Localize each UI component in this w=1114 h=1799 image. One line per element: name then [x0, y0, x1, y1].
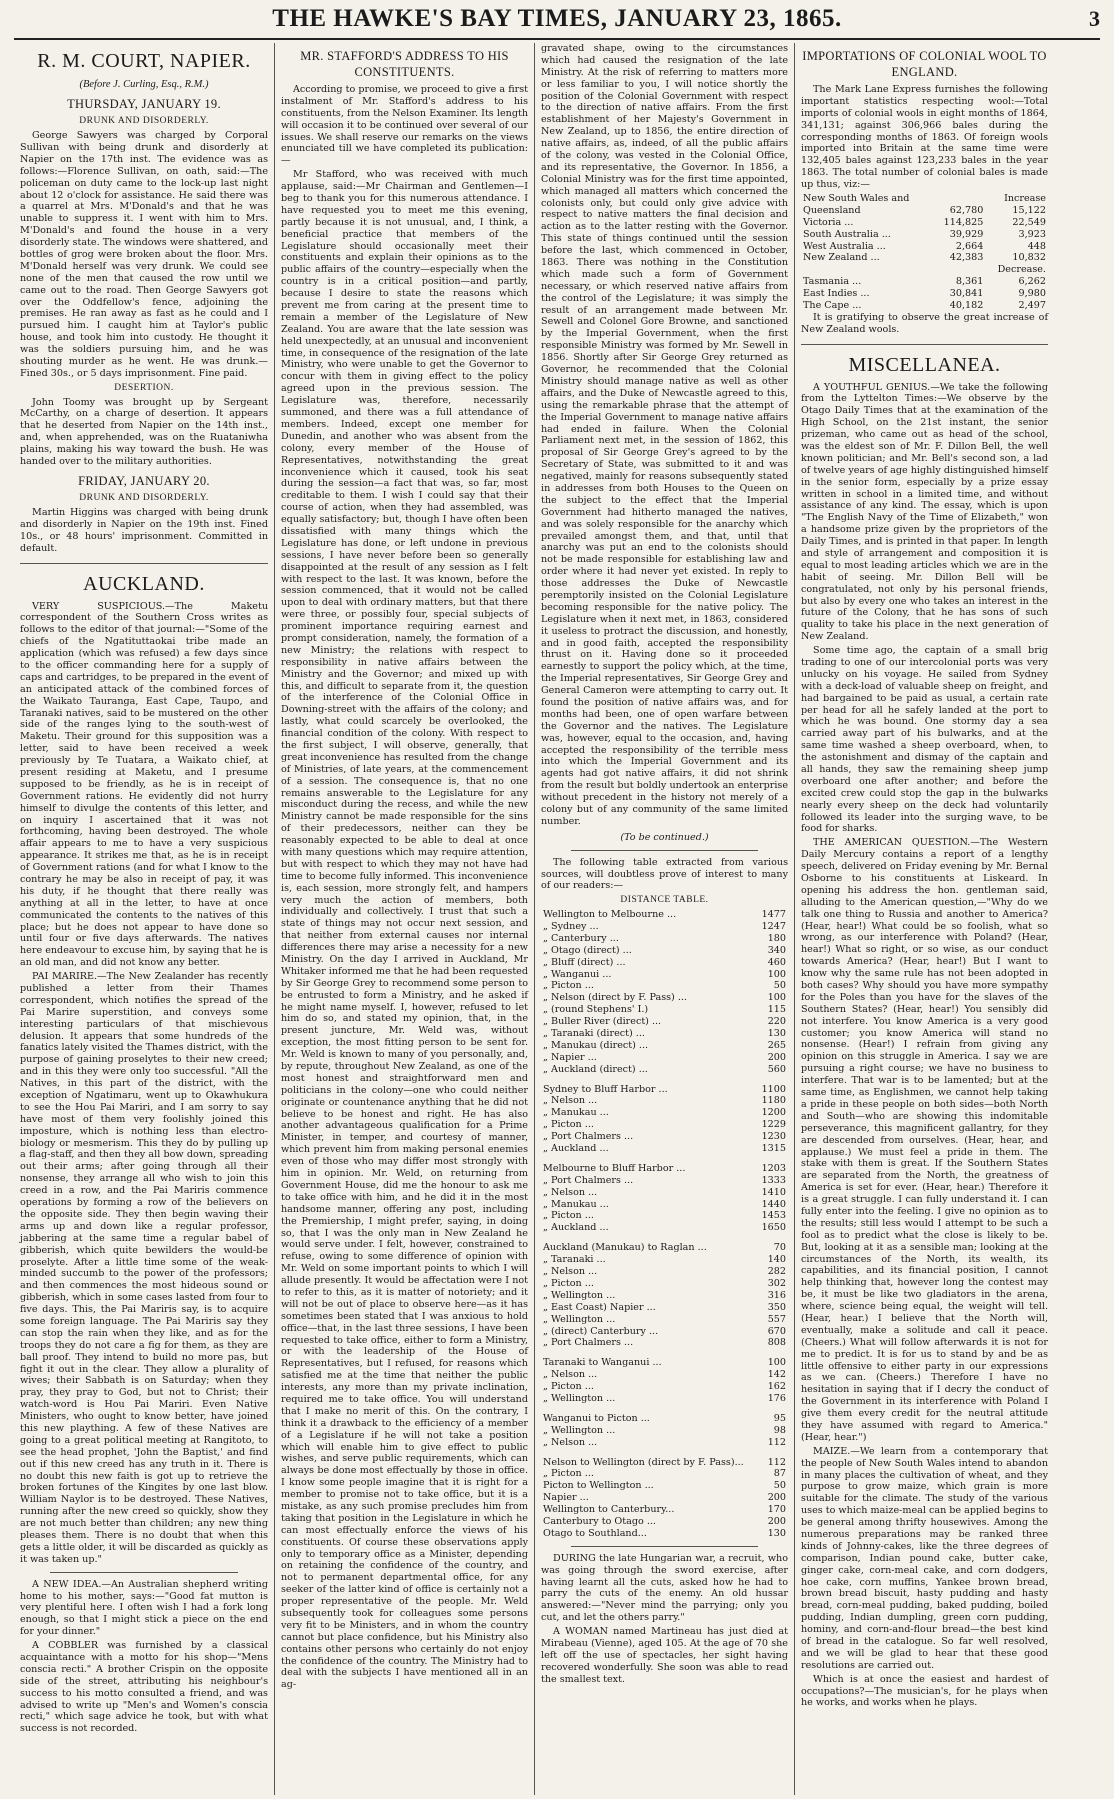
distance-miles: 282 [767, 1266, 786, 1278]
distance-place: „ Wellington ... [543, 1424, 616, 1436]
distance-miles: 557 [767, 1313, 786, 1325]
divider [571, 1546, 758, 1547]
table-row [541, 1040, 788, 1052]
stafford-para-3: gravated shape, owing to the circumstances which had caused the resignation of the late Ministry. At the risk of referring to matters more or less familiar to you, I will notice shortly the position of the Colonial Government with respect to the direction of native affairs. From the first establishment of her Majesty's Government in New Zealand, up to 1856, the entire direction of native affairs, as, indeed, of all the public affairs of the colony, was vested in the Colonial Office, and its representative, the Governor. In 1856, a Colonial Ministry was for the first time appointed, which managed all matters which concerned the colonists only, but could only give advice with respect to native matters the final decision and action as to the latter resting with the Governor. This state of things continued until the session before the last, which commenced in October, 1863. There was nothing in the Constitution which made such a form of Government necessary, or which reserved native affairs from the control of the Legislature; it was simply the result of an arrangement made between Mr. Sewell and Colonel Gore Browne, and sanctioned by the Imperial Government, when the first responsible Ministry was formed by Mr. Sewell in 1856. Shortly after Sir George Grey returned as Governor, he recommended that the Colonial Ministry should manage native as well as other affairs, and the Duke of Newcastle agreed to this, using the remarkable phrase that the attempt of the Imperial Government to manage native affairs had ended in failure. When the Colonial Parliament next met, in the session of 1862, this proposal of Sir George Grey's agreed to by the Secretary of State, was submitted to it and was negatived, mainly for reasons subsequently stated in addresses from both Houses to the Queen on the subject to the effect that the Imperial Government had hitherto managed the natives, and was solely responsible for the anarchy which prevailed amongst them, and that, until that anarchy was put an end to the colonists should not be made responsible for establishing law and order where it had never yet existed. In reply to those addresses the Duke of Newcastle peremptorily insisted on the Colonial Legislature becoming responsible for the native policy. The Legislature when it next met, in 1863, considered it useless to protract the discussion, and honestly, and in good faith, accepted the responsibility thrust on it. Having done so it proceeded earnestly to support the policy which, at the time, the Imperial representatives, Sir George Grey and General Cameron were attempting to carry out. It found the position of native affairs was, and for months had been, one of open warfare between the Governor and the natives. The Legislature was, however, equal to the occasion, and, having accepted the responsibility of the terrible mess into which the Imperial Government and its agents had got native affairs, it did not shrink from the result but boldly undertook an enterprise without precedent in the history not merely of a colony but of any community of the same limited number. [541, 43, 788, 827]
wool-colony: East Indies ... [803, 288, 870, 300]
table-gap [541, 1449, 788, 1457]
distance-place: „ Otago (direct) ... [543, 944, 632, 956]
wool-head-left: New South Wales and [803, 193, 910, 205]
table-row [541, 1199, 788, 1211]
distance-place: Wanganui to Picton ... [543, 1412, 650, 1424]
wool-bales: 2,664 [955, 240, 984, 252]
column-2 [274, 43, 534, 1795]
wool-head-right: Increase [1004, 193, 1046, 205]
table-gap [541, 1234, 788, 1242]
table-row [541, 1004, 788, 1016]
column-3 [534, 43, 794, 1795]
wool-header-row [801, 193, 1048, 205]
wool-bales: 42,383 [949, 252, 984, 264]
misc-para-3: THE AMERICAN QUESTION.—The Western Daily Mercury contains a report of a lengthy speech, delivered on Friday evening by Mr. Bernal Osborne to his constituents at Liskeard. In opening his address the hon. gentleman said, alluding to the American question,—"Why do we talk one thing to Russia and another to America? (Hear, hear!) What could be so foolish, what so wrong, as our interference with Poland? (Hear, hear!) What so right, or so wise, as our conduct towards America? (Hear, hear!) But I want to know why the same rule has not been adopted in both cases? Why should you have more sympathy for the Poles than you have for the slaves of the Southern States? (Hear, hear!) You sensibly did not interfere. You know America is a very good customer; you know America will stand no nonsense. (Hear!) I refrain from giving any opinion on this struggle in America. I say we are pursuing a right course; we have no business to interfere. That war is to be lamented; but at the same time, as Englishmen, we cannot help taking a pride in these people on both sides—both North and South—who are showing this indomitable perseverance, this magnificent gallantry, for they are descended from ourselves. (Hear, hear, and applause.) We must feel a pride in them. The stake with them is great. If the Southern States are separated from the North, the greatness of America is set for ever. (Hear, hear.) Therefore it is a great struggle. I can fully understand it. I can fully enter into the feeling. I give no opinion as to the results; still less would I attempt to be such a fool as to predict what the close is likely to be. But, looking at it as a sensible man; looking at the circumstances of the North, its wealth, its capabilities, and its financial position, I cannot help thinking that, however long the contest may be, it must be like two gladiators in the arena, where, science being equal, the weight will tell. (Hear, hear.) I believe that the North will, eventually, make a solitude and call it peace. (Cheers.) What will follow afterwards it is not for me to predict. It is for us to stand by and be as little offensive to either party in our expressions as we can. (Cheers.) Therefore I have no hesitation in saying that if I decry the conduct of the Government in its interference with Poland I give them every credit for the neutral attitude they have assumed with regard to America." (Hear, hear.") [801, 837, 1048, 1443]
table-row [541, 1064, 788, 1076]
table-row [541, 969, 788, 981]
distance-place: „ Wellington ... [543, 1313, 616, 1325]
distance-table [541, 909, 788, 1540]
table-row [541, 1052, 788, 1064]
table-row [541, 957, 788, 969]
distance-place: Otago to Southland... [543, 1527, 647, 1539]
table-row [541, 1413, 788, 1425]
table-gap [541, 1076, 788, 1084]
table-row [541, 1016, 788, 1028]
wool-change: 22,549 [1012, 216, 1046, 228]
distance-miles: 1650 [761, 1222, 786, 1234]
table-row [541, 992, 788, 1004]
court-before: (Before J. Curling, Esq., R.M.) [79, 78, 209, 90]
wool-heading: IMPORTATIONS OF COLONIAL WOOL TO ENGLAND. [802, 49, 1047, 79]
wool-bales: 114,825 [943, 216, 984, 228]
auckland-para-4: A COBBLER was furnished by a classical acquaintance with a motto for his shop—"Mens conscia recti." A brother Crispin on the opposite side of the street, attributing his neighbour's success to his motto consulted a friend, and was advised to write up "Men's and Women's conscia recti," which sage advice he took, but with what success is not recorded. [20, 1640, 268, 1735]
distance-place: „ Nelson ... [543, 1369, 598, 1381]
distance-miles: 130 [767, 1527, 786, 1539]
distance-place: „ Picton ... [543, 1381, 594, 1393]
distance-miles: 1315 [761, 1143, 786, 1155]
distance-miles: 200 [767, 1051, 786, 1063]
distance-place: „ Wellington ... [543, 1392, 616, 1404]
distance-miles: 112 [767, 1456, 786, 1468]
auckland-heading: AUCKLAND. [83, 572, 205, 595]
table-row [801, 252, 1048, 264]
distance-miles: 112 [767, 1436, 786, 1448]
distance-miles: 162 [767, 1381, 786, 1393]
table-row [541, 933, 788, 945]
table-row [541, 1278, 788, 1290]
wool-colony: The Cape ... [803, 300, 862, 312]
table-row [801, 276, 1048, 288]
distance-place: „ Taranaki (direct) ... [543, 1028, 645, 1040]
table-row [541, 1369, 788, 1381]
distance-miles: 176 [767, 1392, 786, 1404]
divider [801, 344, 1048, 345]
distance-miles: 1229 [761, 1119, 786, 1131]
distance-miles: 460 [767, 956, 786, 968]
distance-place: „ Nelson ... [543, 1436, 598, 1448]
distance-place: Wellington to Melbourne ... [543, 909, 677, 921]
misc-para-1: A YOUTHFUL GENIUS.—We take the following from the Lyttelton Times:—We observe by the Otago Daily Times that at the examination of the High School, on the 21st instant, the senior prizeman, who came out as head of the school, was the eldest son of Mr. F. Dillon Bell, the well known politician; and Mr. Bell's second son, a lad of twelve years of age highly distinguished himself in the senior form, especially by a prize essay written in school in a limited time, and without assistance of any kind. The essay, which is upon "The English Navy of the Time of Elizabeth," won a handsome prize given by the proprietors of the Daily Times, and is printed in that paper. In length and style of arrangement and composition it is equal to most leading articles which we are in the habit of seeing. Mr. Dillon Bell will be congratulated, not only by his personal friends, but also by every one who takes an interest in the future of the Colony, that he has sons of such quality to take his place in the next generation of New Zealand. [801, 381, 1048, 643]
distance-miles: 1410 [761, 1186, 786, 1198]
distance-miles: 1180 [761, 1095, 786, 1107]
wool-bales: 62,780 [949, 204, 984, 216]
table-row [541, 1187, 788, 1199]
table-row [541, 945, 788, 957]
distance-place: „ Wellington ... [543, 1289, 616, 1301]
distance-place: Taranaki to Wanganui ... [543, 1357, 662, 1369]
distance-place: Picton to Wellington ... [543, 1480, 654, 1492]
distance-place: „ Bluff (direct) ... [543, 956, 626, 968]
table-row [541, 1480, 788, 1492]
court-heading: R. M. COURT, NAPIER. [37, 50, 251, 72]
distance-place: Melbourne to Bluff Harbor ... [543, 1162, 686, 1174]
distance-place: „ Picton ... [543, 1468, 594, 1480]
wool-colony: New Zealand ... [803, 252, 880, 264]
distance-place: „ (direct) Canterbury ... [543, 1325, 659, 1337]
court-desertion: DESERTION. [114, 382, 174, 393]
distance-place: Wellington to Canterbury... [543, 1504, 675, 1516]
court-para-2: John Toomy was brought up by Sergeant McCarthy, on a charge of desertion. It appears that he deserted from Napier on the 14th inst., and, when apprehended, was on the Ruataniwha plains, making his way toward the bush. He was handed over to the military authorities. [20, 396, 268, 467]
table-row [801, 241, 1048, 253]
court-thursday: THURSDAY, JANUARY 19. [67, 96, 221, 111]
distance-place: „ (round Stephens' I.) [543, 1004, 649, 1016]
distance-place: „ Buller River (direct) ... [543, 1016, 662, 1028]
wool-decrease-row [801, 264, 1048, 276]
table-row [801, 229, 1048, 241]
column-4 [794, 43, 1054, 1795]
distance-place: „ Port Chalmers ... [543, 1337, 634, 1349]
distance-miles: 115 [767, 1004, 786, 1016]
table-row [541, 1084, 788, 1096]
table-row [541, 1143, 788, 1155]
table-row [541, 1337, 788, 1349]
distance-place: „ Picton ... [543, 1277, 594, 1289]
table-row [541, 1393, 788, 1405]
auckland-para-3: A NEW IDEA.—An Australian shepherd writing home to his mother, says:—"Good fat mutton is very plentiful here. I often wish I had a fork long enough, so that I might stick a piece on the end for your dinner." [20, 1578, 268, 1638]
distance-place: „ Auckland ... [543, 1143, 609, 1155]
distance-miles: 142 [767, 1369, 786, 1381]
table-gap [541, 1349, 788, 1357]
wool-colony: Victoria ... [803, 216, 854, 228]
table-row [541, 909, 788, 921]
divider [20, 563, 268, 564]
distance-heading: DISTANCE TABLE. [620, 895, 709, 906]
distance-place: „ Nelson ... [543, 1186, 598, 1198]
wool-decrease-label: Decrease. [997, 264, 1046, 276]
distance-miles: 1477 [761, 909, 786, 921]
hungarian-para: DURING the late Hungarian war, a recruit, who was going through the sword exercise, after having learnt all the cuts, asked how he had to parry the cuts of the enemy. An old hussar answered:—"Never mind the parrying; only you cut, and let the others parry." [541, 1552, 788, 1624]
table-row [801, 300, 1048, 312]
table-row [801, 205, 1048, 217]
wool-change: 448 [1027, 240, 1046, 252]
distance-miles: 50 [773, 1480, 786, 1492]
distance-miles: 1203 [761, 1162, 786, 1174]
distance-place: „ Sydney ... [543, 921, 599, 932]
table-row [801, 217, 1048, 229]
table-row [541, 1119, 788, 1131]
distance-miles: 1100 [761, 1083, 786, 1095]
auckland-para-2: PAI MARIRE.—The New Zealander has recently published a letter from their Thames correspondent, which notifies the spread of the Pai Marire superstition, and conveys some interesting particulars of that mischievous delusion. It appears that some hundreds of the fanatics lately visited the Thames district, with the purpose of gaining proselytes to their new creed; and in this they were only too successful. "All the Natives, in this part of the district, with the exception of Ngatimaru, went up to Okawhukura to see the Hou Pai Mariri, and I am sorry to say have most of them very foolishly joined this imposture, which is nothing less than electro-biology or mesmerism. This they do by pulling up a flag-staff, and then they all bow down, spreading out their arms; after going through all their nonsense, they arrange all who wish to join this creed in a row, and the Pai Mariris commence operations by forming a row of the believers on the opposite side. They then begin waving their arms up and down like a regular professor, jabbering at the same time a regular babel of gibberish, which quite bewilders the would-be proselyte. After a little time some of the weak-minded succumb to the power of the professors; and then commences the most hideous sound or gibberish, which in some cases lasted from four to five days. This, the Pai Mariris say, is to acquire some foreign language. The Pai Mariris say they can stop the rain when they like, and as for the troops they do not care a fig for them, as they are ball proof. They intend to build no more pas, but fight it out in the clear. They allow a plurality of wives; their Sabbath is on Saturday; when they pray, they pray to God, but not to Christ; their watch-word is Hou Pai Mariri. Even Native Ministers, who ought to know better, have joined this new plaything. A few of these Natives are going to a great political meeting at Rangitoto, to see the head prophet, 'John the Baptist,' and find out if this new creed has any truth in it. There is no doubt this new faith is got up to retrieve the broken fortunes of the Kingites by one last blow. William Naylor is to be destroyed. These Natives, running after the new creed so quickly, show they are not much better than children; any new thing pleases them. There is no doubt that when this gets a little older, it will be discarded as quickly as it was taken up." [20, 971, 268, 1565]
wool-change: 10,832 [1012, 252, 1046, 264]
misc-para-2: Some time ago, the captain of a small brig trading to one of our intercolonial ports was very unlucky on his voyage. He sailed from Sydney with a deck-load of valuable sheep on freight, and had bargained to be paid as usual, a certain rate per head for all he safely landed at the port to which he was bound. One stormy day a sea carried away part of his bulwarks, and at the same time washed a sheep overboard, when, to the astonishment and dismay of the captain and all hands, they saw the remaining sheep jump overboard one after another; and before the excited crew could stop the gap in the bulwarks nearly every sheep on the deck had voluntarily followed its leader into the surging wave, to be food for sharks. [801, 645, 1048, 835]
distance-miles: 95 [773, 1412, 786, 1424]
table-row [541, 921, 788, 933]
table-row [541, 1425, 788, 1437]
stafford-heading: MR. STAFFORD'S ADDRESS TO HIS CONSTITUENTS. [300, 49, 509, 79]
wool-bales: 8,361 [955, 276, 984, 288]
table-row [541, 1516, 788, 1528]
distance-place: „ Nelson (direct by F. Pass) ... [543, 992, 687, 1004]
wool-para-2: It is gratifying to observe the great increase of New Zealand wools. [801, 311, 1048, 335]
newspaper-title: THE HAWKE'S BAY TIMES, JANUARY 23, 1865. [272, 5, 842, 32]
auckland-para-1: VERY SUSPICIOUS.—The Maketu correspondent of the Southern Cross writes as follows to the editor of that journal:—"Some of the chiefs of the Ngatituttaokai tribe made an application (which was refused) a few days since to the officer commanding here for a supply of caps and cartridges, to be prepared in the event of an anticipated attack of the combined forces of the Waikato Tauranga, East Cape, Taupo, and Taranaki natives, said to be mustered on the other side of the ranges lying to the south-west of Maketu. Their ground for this supposition was a letter, said to have been received a week previously by Te Tuatara, a Waikato chief, at present residing at Maketu, and I presume supposed to be friendly, as he is in receipt of Government rations. He evidently did not hurry himself to divulge the contents of this letter, and on inquiry I ascertained that it was not forthcoming, having been destroyed. The whole affair appears to me to have a very suspicious appearance. It strikes me that, as he is in receipt of Government rations (and for what I know to the contrary he may be also in receipt of pay, it was his duty, if he thought that there really was anything at all in the letter, to have at once communicated the contents to the natives of this place; but he does not appear to have done so until four or five days afterwards. The natives here endeavour to excuse him, by saying that he is an old man, and did not know any better. [20, 600, 268, 969]
distance-miles: 560 [767, 1063, 786, 1075]
distance-place: „ Canterbury ... [543, 932, 619, 944]
to-be-continued: (To be continued.) [620, 831, 709, 843]
distance-miles: 70 [773, 1242, 786, 1254]
wool-colony: Queensland [803, 204, 861, 216]
distance-place: Auckland (Manukau) to Raglan ... [543, 1242, 707, 1254]
misc-heading: MISCELLANEA. [848, 353, 1001, 376]
table-row [541, 1028, 788, 1040]
table-row [541, 1381, 788, 1393]
distance-place: Sydney to Bluff Harbor ... [543, 1083, 668, 1095]
distance-place: „ Port Chalmers ... [543, 1131, 634, 1143]
distance-miles: 670 [767, 1325, 786, 1337]
distance-place: „ Auckland (direct) ... [543, 1063, 648, 1075]
table-gap [541, 1405, 788, 1413]
table-row [541, 1357, 788, 1369]
distance-miles: 140 [767, 1254, 786, 1266]
wool-change: 3,923 [1018, 228, 1046, 240]
misc-para-4: MAIZE.—We learn from a contemporary that the people of New South Wales intend to abandon in many places the cultivation of wheat, and they purpose to grow maize, which grain is more suitable for the climate. The study of the various uses to which maize-meal can be applied begins to be general among thrifty housewives. Among the numerous preparations may be ranked three kinds of Johnny-cakes, like the three degrees of comparison, Indian pound cake, butter cake, ginger cake, corn-meal cake, and corn dodgers, hoe cake, corn muffins, Yankee brown bread, brown bread biscuit, hasty pudding and hasty bread, corn-meal pudding, baked pudding, boiled pudding, Indian dumpling, green corn pudding, hominy, and corn-and-flour bread—the best kind of bread in the catalogue. So far well resolved, and we will be glad to hear that these good resolutions are carried out. [801, 1445, 1048, 1671]
distance-place: „ Nelson ... [543, 1266, 598, 1278]
court-drunk-2: DRUNK AND DISORDERLY. [79, 493, 209, 504]
court-drunk-1: DRUNK AND DISORDERLY. [79, 116, 209, 127]
distance-place: „ Wanganui ... [543, 968, 612, 980]
table-row [541, 1468, 788, 1480]
distance-miles: 98 [773, 1424, 786, 1436]
table-row [541, 1437, 788, 1449]
distance-place: Napier ... [543, 1492, 589, 1504]
wool-table [801, 193, 1048, 312]
table-row [541, 1242, 788, 1254]
distance-miles: 100 [767, 992, 786, 1004]
table-row [541, 1266, 788, 1278]
table-row [541, 1131, 788, 1143]
distance-miles: 302 [767, 1277, 786, 1289]
misc-para-5: Which is at once the easiest and hardest of occupations?—The musician's, for he plays when he works, and works when he plays. [801, 1673, 1048, 1709]
masthead [14, 0, 1100, 40]
distance-miles: 808 [767, 1337, 786, 1349]
distance-miles: 180 [767, 932, 786, 944]
table-gap [541, 1155, 788, 1163]
distance-miles: 316 [767, 1289, 786, 1301]
wool-colony: West Australia ... [803, 240, 886, 252]
table-row [541, 1457, 788, 1469]
distance-miles: 130 [767, 1028, 786, 1040]
table-row [801, 288, 1048, 300]
distance-miles: 220 [767, 1016, 786, 1028]
wool-bales: 40,182 [949, 300, 984, 312]
distance-place: „ East Coast) Napier ... [543, 1301, 656, 1313]
distance-place: Nelson to Wellington (direct by F. Pass)... [543, 1456, 744, 1468]
distance-place: „ Manukau ... [543, 1107, 609, 1119]
distance-place: „ Picton ... [543, 1210, 594, 1222]
wool-bales: 39,929 [949, 228, 984, 240]
distance-intro: The following table extracted from various sources, will doubtless prove of interest to many of our readers:— [541, 856, 788, 892]
distance-miles: 265 [767, 1039, 786, 1051]
wool-change: 6,262 [1018, 276, 1046, 288]
distance-miles: 200 [767, 1492, 786, 1504]
table-row [541, 1504, 788, 1516]
distance-place: „ Auckland ... [543, 1222, 609, 1234]
distance-miles: 1230 [761, 1131, 786, 1143]
distance-place: „ Nelson ... [543, 1095, 598, 1107]
distance-miles: 350 [767, 1301, 786, 1313]
divider [571, 850, 758, 851]
wool-colony: Tasmania ... [803, 276, 862, 288]
distance-place: „ Manukau ... [543, 1198, 609, 1210]
table-row [541, 980, 788, 992]
wool-bales: 30,841 [949, 288, 984, 300]
table-row [541, 1254, 788, 1266]
distance-miles: 1200 [761, 1107, 786, 1119]
wool-change: 9,980 [1018, 288, 1046, 300]
table-row [541, 1175, 788, 1187]
table-row [541, 1492, 788, 1504]
table-row [541, 1210, 788, 1222]
court-friday: FRIDAY, JANUARY 20. [78, 473, 210, 488]
distance-miles: 170 [767, 1504, 786, 1516]
distance-miles: 87 [773, 1468, 786, 1480]
wool-change: 15,122 [1012, 204, 1046, 216]
distance-miles: 50 [773, 980, 786, 992]
distance-miles: 340 [767, 944, 786, 956]
table-row [541, 1222, 788, 1234]
table-row [541, 1107, 788, 1119]
court-para-1: George Sawyers was charged by Corporal Sullivan with being drunk and disorderly at Napier on the 17th inst. The evidence was as follows:—Florence Sullivan, on oath, said:—The policeman on duty came to the lock-up last night about 12 o'clock for assistance. He said there was a quarrel at Mrs. M'Donald's and that he was unable to suppress it. I went with him to Mrs. M'Donald's and found the house in a very disorderly state. The windows were shattered, and bottles of grog were broken about the floor. Mrs. M'Donald herself was very drunk. We could see none of the men that caused the row until we came out to the road. Then George Sawyers got over the Oddfellow's fence, adjoining the premises. He ran away as fast as he could and I pursued him. I caught him at Taylor's public house, and took him into custody. He thought it was the soldiers pursuing him, and he was shouting murder as he went. He was drunk.—Fined 30s., or 5 days imprisonment. Fine paid. [20, 130, 268, 379]
divider [50, 1572, 238, 1573]
table-row [541, 1095, 788, 1107]
stafford-para-1: According to promise, we proceed to give a first instalment of Mr. Stafford's address to his constituents, from the Nelson Examiner. Its length will occasion it to be continued over several of our issues. We shall reserve our remarks on the views enunciated till we have completed its publication:— [281, 84, 528, 167]
distance-place: „ Picton ... [543, 1119, 594, 1131]
court-para-3: Martin Higgins was charged with being drunk and disorderly in Napier on the 19th inst. Fined 10s., or 48 hours' imprisonment. Committed in default. [20, 507, 268, 554]
table-row [541, 1528, 788, 1540]
distance-place: „ Picton ... [543, 980, 594, 992]
table-row [541, 1302, 788, 1314]
page-number: 3 [1089, 6, 1100, 31]
distance-place: „ Taranaki ... [543, 1254, 606, 1266]
wool-colony: South Australia ... [803, 228, 891, 240]
distance-miles: 200 [767, 1515, 786, 1527]
distance-place: Canterbury to Otago ... [543, 1515, 656, 1527]
table-row [541, 1326, 788, 1338]
distance-miles: 1440 [761, 1198, 786, 1210]
distance-place: „ Manukau (direct) ... [543, 1039, 649, 1051]
table-row [541, 1290, 788, 1302]
distance-miles: 1333 [761, 1174, 786, 1186]
table-row [541, 1163, 788, 1175]
wool-para-1: The Mark Lane Express furnishes the following important statistics respecting wool:—Total imports of colonial wools in eight months of 1864, 341,131; against 306,966 bales during the corresponding months of 1863. Of foreign wools imported into Britain at the same time were 132,405 bales against 123,233 bales in the year 1863. The total number of colonial bales is made up thus, viz:— [801, 84, 1048, 191]
martineau-para: A WOMAN named Martineau has just died at Mirabeau (Vienne), aged 105. At the age of 70 she left off the use of spectacles, her sight having recovered wonderfully. She soon was able to read the smallest text. [541, 1626, 788, 1685]
distance-place: „ Napier ... [543, 1051, 597, 1063]
distance-miles: 100 [767, 1357, 786, 1369]
stafford-para-2: Mr Stafford, who was received with much applause, said:—Mr Chairman and Gentlemen—I beg to thank you for this numerous attendance. I have requested you to meet me this evening, partly because it is not unusual, and, I think, a beneficial practice that members of the Legislature should occasionally meet their constituents and explain their opinions as to the public affairs of the country—especially when the country is in a critical position—and partly, because I desire to state the reasons which prevent me from caring at the present time to remain a member of the Legislature of New Zealand. You are aware that the late session was held unexpectedly, at an unusual and inconvenient time, in consequence of the resignation of the late Ministry, who were unable to get the Governor to concur with them in giving effect to the policy agreed upon in the previous session. The Legislature was, therefore, necessarily summoned, and there was a full attendance of members. Indeed, except one member for Dunedin, and another who was absent from the colony, every member of the House of Representatives, notwithstanding the great inconvenience which it caused, took his seat during the session—a fact that was, so far, most creditable to them. I wish I could say that their course of action, when they had assembled, was equally satisfactory; but, though I have often been dissatisfied with many things which the Legislature has done, or left undone in previous sessions, I have never before been so generally disappointed at the result of any session as I felt with respect to the last. It was known, before the session commenced, that it would not be called upon to deal with ordinary matters, but that there were three, or possibly four, special subjects of prominent importance requiring earnest and prompt consideration, namely, the formation of a new Ministry; the relations with respect to responsibility in native affairs between the Ministry and the Governor; and mixed up with this, and difficult to separate from it, the question of the interference of the Colonial Office in Downing-street with the affairs of the colony; and lastly, what could scarcely be overlooked, the financial condition of the colony. With respect to the first subject, I will observe, generally, that great inconvenience has resulted from the change of Ministries, of late years, at the commencement of a session. The consequence is, that no one remains answerable to the Legislature for any misconduct during the recess, and while the new Ministry cannot be made responsible for the sins of their predecessors, neither can they be reasonably expected to be able to deal at once with many questions which may require attention, but with respect to which they may not have had time to become fully informed. This inconvenience is, each session, more strongly felt, and hampers very much the action of members, both individually and collectively. I trust that such a state of things may not occur next session, and that neither from external causes nor internal differences there may arise a necessity for a new Ministry. On the day I arrived in Auckland, Mr Whitaker informed me that he had been requested by Sir George Grey to recommend some person to be entrusted to form a Ministry, and he asked if he might name myself. I, however, refused to let him do so, and stated my opinion, that, in the present juncture, Mr. Weld was, without exception, the most fitting person to be sent for. Mr. Weld is known to many of you personally, and, by repute, throughout New Zealand, as one of the most honest and straightforward men and politicians in the colony—one who could neither originate or countenance anything that he did not believe to be honest and right. He has also another advantageous qualification for a Prime Minister, in temper, and courtesy of manner, which prevent him from making personal enemies even of those who may differ most strongly with him in opinion. Mr. Weld, on returning from Government House, did me the honour to ask me to take office with him, and he did it in the most handsome manner, offering any post, including the Premiership, I might prefer, saying, in doing so, that I was the only man in New Zealand he would serve under. I felt, however, constrained to refuse, owing to some difference of opinion with Mr. Weld on some important points to which I will allude presently. It would be affectation were I not to refer to this, as it is matter of notoriety; and it will not be out of place to observe here—as it has sometimes been stated that I was anxious to hold office—that, in the last three sessions, I have been requested to take office, either to form a Ministry, or with the leadership of the House of Representatives, but I refused, for reasons which satisfied me at the time that neither the public interests, any more than my private inclination, required me to take office. You will understand that I make no merit of this. On the contrary, I think it a drawback to the efficiency of a member of a Legislature if he will not take a position which will enable him to give effect to public wishes, and serve public requirements, which can always be done most effectually by those in office. I know some people imagine that it is right for a member to promise not to take office, but it is a mistake, as any such promise precludes him from taking that position in the Legislature in which he can most effectually enforce the views of his constituents. Of course these observations apply only to temporary office as a Minister, depending on retaining the confidence of the country, and not to permanent departmental office, for any seeker of the latter kind of office is certainly not a proper representative of the people. Mr. Weld subsequently took for colleagues some persons very fit to be Ministers, and in whom the country cannot but place confidence, but his Ministry also contains other persons who certainly do not enjoy the confidence of the country. The Ministry had to deal with the subjects I have mentioned all in an ag- [281, 169, 528, 1691]
wool-change: 2,497 [1018, 300, 1046, 312]
distance-miles: 1247 [761, 921, 786, 932]
column-1 [14, 43, 274, 1795]
distance-miles: 100 [767, 968, 786, 980]
distance-miles: 1453 [761, 1210, 786, 1222]
distance-place: „ Port Chalmers ... [543, 1174, 634, 1186]
table-row [541, 1314, 788, 1326]
